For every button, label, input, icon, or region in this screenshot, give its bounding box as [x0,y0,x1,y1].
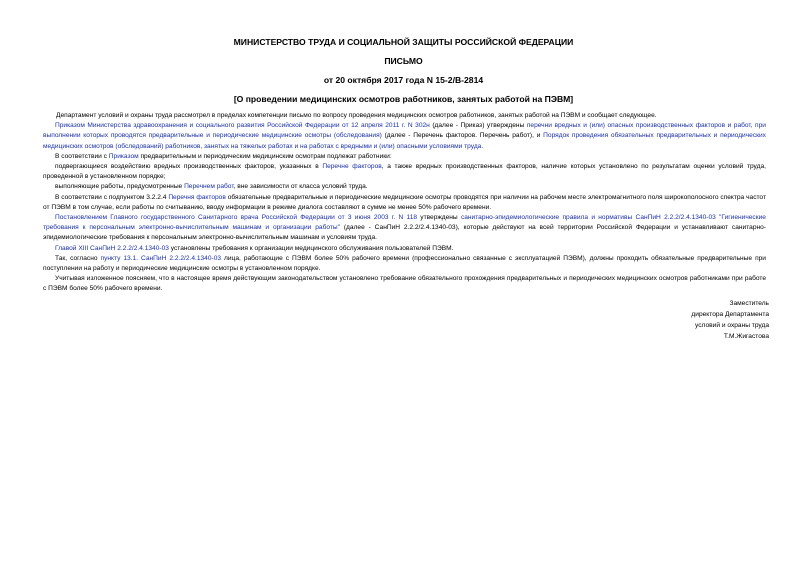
link-procedure[interactable]: Порядок проведения обязательных предварительных и периодических медицинских осмотров (обследований) работников, занятых на тяжелых работах и на работах с вредными и (или) опасными условиями труда [43,132,766,150]
text: Так, согласно [55,254,101,262]
signature-position: директора Департамента [691,311,769,318]
paragraph-chapter [43,244,766,254]
link-clause-13-1[interactable]: пункту 13.1. СанПиН 2.2.2/2.4.1340-03 [100,254,222,262]
document-body [43,111,766,295]
text: (далее - СанПиН 2.2.2/2.4.1340-03), которые действуют на всей территории Российской Федерации и устанавливают санитарно-эпидемиологические требования к персональным электронно-вычислительным машинам и условиям труда. [43,224,767,242]
paragraph-order [43,121,766,152]
link-factors-list-2[interactable]: Перечня факторов [168,193,226,201]
text: подвергающиеся воздействию вредных производственных факторов, указанных в [55,163,323,171]
link-works-list[interactable]: Перечнем работ [184,183,234,191]
paragraph-clause [43,254,766,274]
text: установлены требования к организации медицинского обслуживания пользователей ПЭВМ. [168,244,454,252]
document-subject: [О проведении медицинских осмотров работников, занятых работой на ПЭВМ] [233,94,574,104]
link-resolution-118[interactable]: Постановлением Главного государственного Санитарного врача Российской Федерации от 3 июня 2003 г. N 118 [55,214,418,222]
signature-block [691,298,769,342]
link-factors[interactable]: Перечне факторов [322,163,382,171]
paragraph-conclusion: Учитывая изложенное поясняем, что в настоящее время действующим законодательством установлено требование обязательного прохождения предварительных и периодических медицинских осмотров работниками при работе с ПЭВМ более 50% рабочего времени. [43,275,766,293]
text: (далее - Приказ) утверждены [429,122,527,130]
signature-department: условий и охраны труда [695,322,769,329]
link-order-302n[interactable]: Приказом Министерства здравоохранения и социального развития Российской Федерации от 12 апреля 2011 г. N 302н [55,122,430,130]
paragraph-accordance [43,152,766,162]
link-factors-list[interactable]: перечни вредных и (или) опасных производственных факторов и работ, при выполнении которых проводятся предварительные и периодические медицинские осмотры (обследования) [43,122,766,140]
text: лица, работающие с ПЭВМ более 50% рабочего времени (профессионально связанные с эксплуатацией ПЭВМ), должны проходить обязательные предварительные при поступлении на работу и периодические медицинские осмотры в установленном порядке. [43,254,766,273]
text: , вне зависимости от класса условий труда. [233,183,368,191]
signature-title: Заместитель [729,300,769,307]
link-order[interactable]: Приказом [108,152,139,160]
link-chapter-xiii[interactable]: Главой XIII СанПиН 2.2.2/2.4.1340-03 [55,244,169,252]
text: утверждены [417,214,461,222]
signature-name: Т.М.Жигастова [723,333,769,340]
text: В соответствии с [55,152,109,160]
link-sanpin-rules[interactable]: санитарно-эпидемиологические правила и нормативы СанПиН 2.2.2/2.4.1340-03 "Гигиенические требования к персональным электронно-вычислительным машинам и организации работы" [43,214,766,232]
document-type: ПИСЬМО [384,56,423,66]
paragraph-harmful-factors [43,162,766,182]
paragraph-subpoint [43,193,766,213]
text: предварительным и периодическим медицинским осмотрам подлежат работники: [138,152,392,160]
paragraph-works [43,182,766,192]
text: . [481,142,484,150]
text: обязательные предварительные и периодические медицинские осмотры проводятся при наличии на рабочем месте электромагнитного поля широкополосного спектра частот от ПЭВМ в том случае, если работы по считыванию, вводу информации в режиме диалога составляют в сумме не менее 50% рабочего времени. [43,193,766,211]
text: В соответствии с подпунктом 3.2.2.4 [55,193,169,201]
paragraph-sanpin [43,213,766,244]
paragraph-intro: Департамент условий и охраны труда рассмотрел в пределах компетенции письмо по вопросу проведения медицинских осмотров работников, занятых работой на ПЭВМ и сообщает следующее. [56,112,657,119]
ministry-title: МИНИСТЕРСТВО ТРУДА И СОЦИАЛЬНОЙ ЗАЩИТЫ РОССИЙСКОЙ ФЕДЕРАЦИИ [233,37,574,47]
text: выполняющие работы, предусмотренные [55,183,185,191]
text: , а также вредных производственных факторов, наличие которых установлено по результатам оценки условий труда, проведенной в установленном порядке; [43,163,766,181]
document-date-number: от 20 октября 2017 года N 15-2/В-2814 [323,75,484,85]
text: (далее - Перечень факторов. Перечень работ), и [381,132,544,140]
